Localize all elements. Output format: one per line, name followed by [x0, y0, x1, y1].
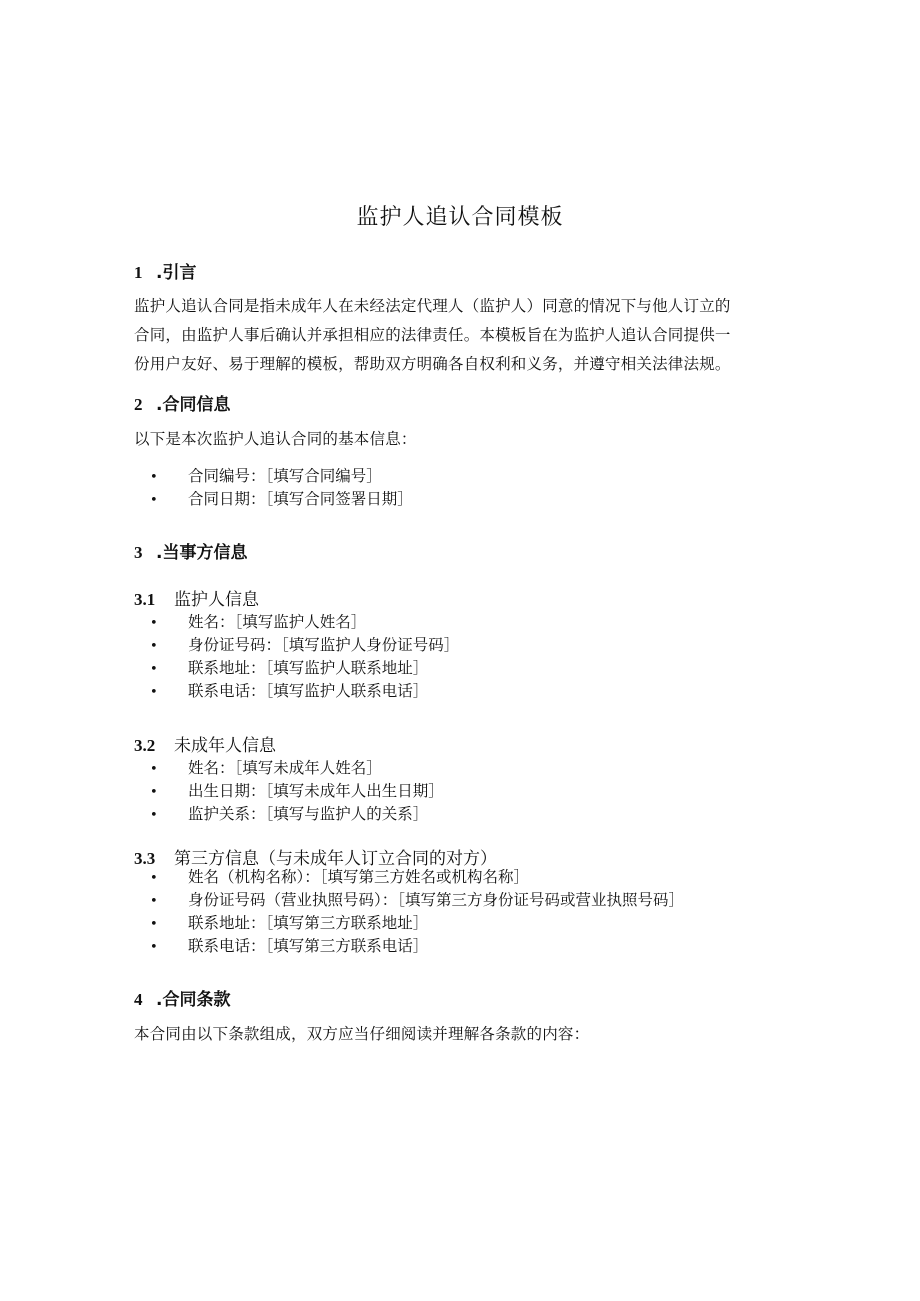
bullet-icon: •: [150, 685, 158, 700]
guardian-info-list: [150, 611, 459, 703]
section-label: .合同条款: [156, 990, 231, 1010]
list-item-text: 监护关系：［填写与监护人的关系］: [188, 805, 429, 823]
section-number: 2: [134, 395, 143, 414]
list-item: [150, 935, 684, 958]
list-item: [150, 803, 444, 826]
list-item: [150, 634, 459, 657]
subsection-heading-3-1: [134, 585, 259, 610]
section-heading-2: [134, 390, 230, 415]
list-item-text: 出生日期：［填写未成年人出生日期］: [188, 782, 444, 800]
bullet-icon: •: [150, 894, 158, 909]
section-number: 4: [134, 990, 143, 1009]
section-label: .引言: [156, 263, 197, 283]
list-item-text: 联系地址：［填写第三方联系地址］: [188, 914, 429, 932]
contract-info-intro: 以下是本次监护人追认合同的基本信息：: [134, 430, 417, 448]
list-item: [150, 611, 459, 634]
bullet-icon: •: [150, 871, 158, 886]
list-item: [150, 866, 684, 889]
list-item: [150, 780, 444, 803]
list-item: [150, 889, 684, 912]
section-heading-1: [134, 258, 196, 283]
bullet-icon: •: [150, 662, 158, 677]
bullet-icon: •: [150, 940, 158, 955]
section-heading-3: [134, 538, 247, 563]
bullet-icon: •: [150, 762, 158, 777]
list-item-text: 姓名：［填写监护人姓名］: [188, 613, 367, 631]
subsection-number: 3.3: [134, 849, 156, 868]
paragraph-line: 合同，由监护人事后确认并承担相应的法律责任。本模板旨在为监护人追认合同提供一: [134, 326, 731, 344]
list-item-text: 身份证号码（营业执照号码）：［填写第三方身份证号码或营业执照号码］: [188, 891, 685, 909]
bullet-icon: •: [150, 808, 158, 823]
list-item: [150, 680, 459, 703]
paragraph-line: 监护人追认合同是指未成年人在未经法定代理人（监护人）同意的情况下与他人订立的: [134, 297, 731, 315]
subsection-number: 3.1: [134, 590, 156, 609]
list-item: [150, 757, 444, 780]
subsection-label: 未成年人信息: [174, 736, 276, 756]
subsection-label: 第三方信息（与未成年人订立合同的对方）: [174, 849, 497, 869]
list-item-text: 姓名：［填写未成年人姓名］: [188, 759, 382, 777]
subsection-heading-3-2: [134, 731, 276, 756]
subsection-label: 监护人信息: [174, 590, 259, 610]
list-item-text: 联系电话：［填写第三方联系电话］: [188, 937, 429, 955]
bullet-icon: •: [150, 785, 158, 800]
contract-terms-intro: 本合同由以下条款组成，双方应当仔细阅读并理解各条款的内容：: [134, 1025, 590, 1043]
minor-info-list: [150, 757, 444, 826]
list-item-text: 合同编号：［填写合同编号］: [188, 467, 382, 485]
list-item: [150, 465, 413, 488]
list-item: [150, 912, 684, 935]
third-party-info-list: [150, 866, 684, 958]
bullet-icon: •: [150, 493, 158, 508]
list-item-text: 联系电话：［填写监护人联系电话］: [188, 682, 429, 700]
list-item-text: 合同日期：［填写合同签署日期］: [188, 490, 413, 508]
bullet-icon: •: [150, 917, 158, 932]
section-label: .合同信息: [156, 395, 231, 415]
section-number: 3: [134, 543, 143, 562]
list-item-text: 身份证号码：［填写监护人身份证号码］: [188, 636, 460, 654]
contract-info-list: [150, 465, 413, 511]
bullet-icon: •: [150, 470, 158, 485]
list-item: [150, 488, 413, 511]
intro-paragraph: [134, 292, 784, 379]
paragraph-line: 份用户友好、易于理解的模板，帮助双方明确各自权利和义务，并遵守相关法律法规。: [134, 355, 731, 373]
list-item: [150, 657, 459, 680]
document-title: 监护人追认合同模板: [356, 205, 564, 230]
subsection-number: 3.2: [134, 736, 156, 755]
list-item-text: 姓名（机构名称）：［填写第三方姓名或机构名称］: [188, 868, 530, 886]
section-number: 1: [134, 263, 143, 282]
bullet-icon: •: [150, 616, 158, 631]
section-label: .当事方信息: [156, 543, 248, 563]
section-heading-4: [134, 985, 230, 1010]
bullet-icon: •: [150, 639, 158, 654]
list-item-text: 联系地址：［填写监护人联系地址］: [188, 659, 429, 677]
